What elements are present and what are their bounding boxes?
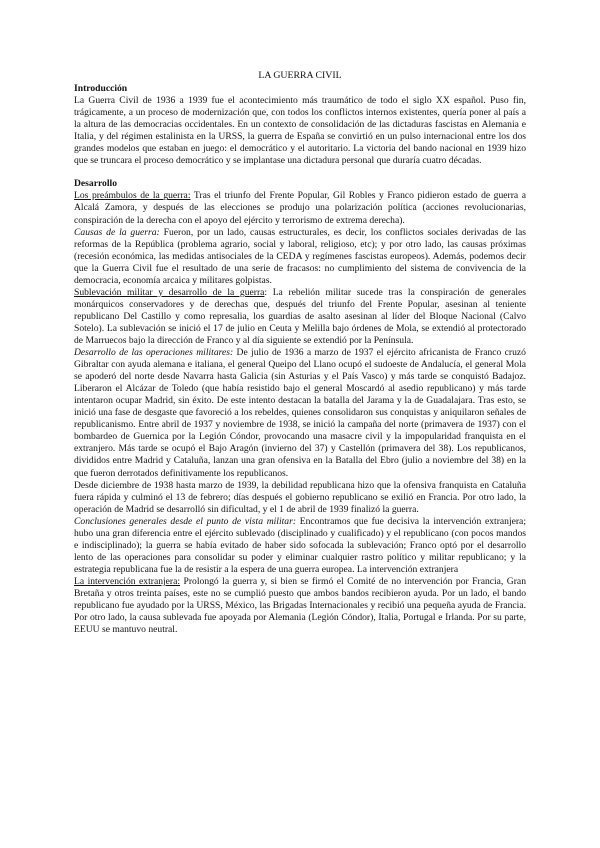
causas-text: Fueron, por un lado, causas estructurales, es decir, los conflictos sociales derivadas de las reformas de la República (problema agrario, social y laboral, religioso, etc); y por otro lado, las causas próximas (recesión económica, las medidas antisociales de la CEDA y regímenes fascistas europeos). Además, podemos decir que la Guerra Civil fue el resultado de una serie de fracasos: no cumplimiento del sistema de convivencia de la democracia, economía arcaica y militares golpistas. xyxy=(74,226,526,286)
sublevacion-lead: Sublevación militar y desarrollo de la guerra xyxy=(74,286,265,298)
sublevacion-paragraph xyxy=(74,287,526,347)
operaciones-paragraph xyxy=(74,347,526,480)
desarrollo-heading: Desarrollo xyxy=(74,178,117,190)
preambulos-lead: Los preámbulos de la guerra: xyxy=(74,190,191,202)
intervencion-paragraph xyxy=(74,576,526,636)
conclusiones-text: Encontramos que fue decisiva la intervención extranjera; hubo una gran diferencia entre el ejército sublevado (disciplinado y cualificado) y el republicano (con pocos mandos e indisciplinado); la guerra se había evitado de haber sido sofocada la sublevación; Franco optó por el desarrollo lento de las operaciones para consolidar su poder y eliminar cualquier rastro político y militar republicano; y la estrategia republicana fue la de resistir a la espera de una guerra europea. La intervención extranjera xyxy=(74,515,526,575)
intervencion-text: Prolongó la guerra y, si bien se firmó el Comité de no intervención por Francia, Gran Bretaña y otros treinta países, este no se cumplió puesto que ambos bandos recibieron ayuda. Por un lado, el bando republicano fue ayudado por la URSS, México, las Brigadas Internacionales y recibió una pequeña ayuda de Francia. Por otro lado, la causa sublevada fue apoyada por Alemania (Legión Cóndor), Italia, Portugal e Irlanda. Por su parte, EEUU se mantuvo neutral. xyxy=(74,575,526,636)
conclusiones-lead: Conclusiones generales desde el punto de vista militar: xyxy=(74,515,297,527)
document-title: LA GUERRA CIVIL xyxy=(258,70,342,81)
operaciones-lead: Desarrollo de las operaciones militares: xyxy=(74,347,234,359)
preambulos-text: Tras el triunfo del Frente Popular, Gil Robles y Franco pidieron estado de guerra a Alcalá Zamora, y después de las elecciones se produjo una polarización política (acciones revolucionarias, conspiración de la derecha con el apoyo del ejército y terrorismo de extrema derecha). xyxy=(74,190,526,226)
operaciones-paragraph-2: Desde diciembre de 1938 hasta marzo de 1939, la debilidad republicana hizo que la ofensiva franquista en Cataluña fuera rápida y culminó el 13 de febrero; días después el gobierno republicano se exilió en Francia. Por otro lado, la operación de Madrid se desarrolló sin dificultad, y el 1 de abril de 1939 finalizó la guerra. xyxy=(74,479,526,515)
conclusiones-paragraph xyxy=(74,516,526,576)
causas-paragraph xyxy=(74,227,526,287)
sublevacion-text: : La rebelión militar sucede tras la conspiración de generales monárquicos conservadores y de derechas que, después del triunfo del Frente Popular, asesinan al teniente republicano Del Castillo y como represalia, los guardias de asalto asesinan al líder del Bloque Nacional (Calvo Sotelo). La sublevación se inició el 17 de julio en Ceuta y Melilla bajo órdenes de Mola, se extendió al protectorado de Marruecos bajo la dirección de Franco y al día siguiente se extendió por la Península. xyxy=(74,286,527,346)
preambulos-paragraph xyxy=(74,190,526,226)
intervencion-lead: La intervención extranjera: xyxy=(74,575,181,587)
intro-heading: Introducción xyxy=(74,83,128,95)
operaciones-text: De julio de 1936 a marzo de 1937 el ejército africanista de Franco cruzó Gibraltar con ayuda alemana e italiana, el general Queipo del Llano ocupó el sudoeste de Andalucía, el general Mola se apoderó del norte desde Navarra hasta Galicia (sin Asturias y el País Vasco) y más tarde se conquistó Badajoz. Liberaron el Alcázar de Toledo (que había resistido bajo el general Moscardó al asedio republicano) y más tarde intentaron ocupar Madrid, sin éxito. De este intento destacan la batalla del Jarama y la de Guadalajara. Tras esto, se inició una fase de desgaste que favoreció a los rebeldes, quienes consolidaron sus conquistas y aniquilaron señales de republicanismo. Entre abril de 1937 y noviembre de 1938, se inició la campaña del norte (primavera de 1937) con el bombardeo de Guernica por la Legión Cóndor, provocando una masacre civil y la impopularidad franquista en el extranjero. Más tarde se ocupó el Bajo Aragón (invierno del 37) y Castellón (primavera del 38). Los republicanos, divididos entre Madrid y Cataluña, lanzan una gran ofensiva en la Batalla del Ebro (julio a noviembre del 38) en la que fueron derrotados definitivamente los republicanos. xyxy=(74,347,526,479)
causas-lead: Causas de la guerra: xyxy=(74,226,160,238)
intro-paragraph: La Guerra Civil de 1936 a 1939 fue el acontecimiento más traumático de todo el siglo XX español. Puso fin, trágicamente, a un proceso de modernización que, con todos los conflictos internos existentes, quería poner al país a la altura de las democracias occidentales. En un contexto de consolidación de las dictaduras fascistas en Alemania e Italia, y del régimen estalinista en la URSS, la guerra de España se convirtió en un pulso internacional entre los dos grandes modelos que estaban en juego: el democrático y el autoritario. La victoria del bando nacional en 1939 hizo que se truncara el proceso democrático y se implantase una dictadura personal que duraría cuatro décadas. xyxy=(74,95,526,167)
section-gap xyxy=(74,167,526,178)
